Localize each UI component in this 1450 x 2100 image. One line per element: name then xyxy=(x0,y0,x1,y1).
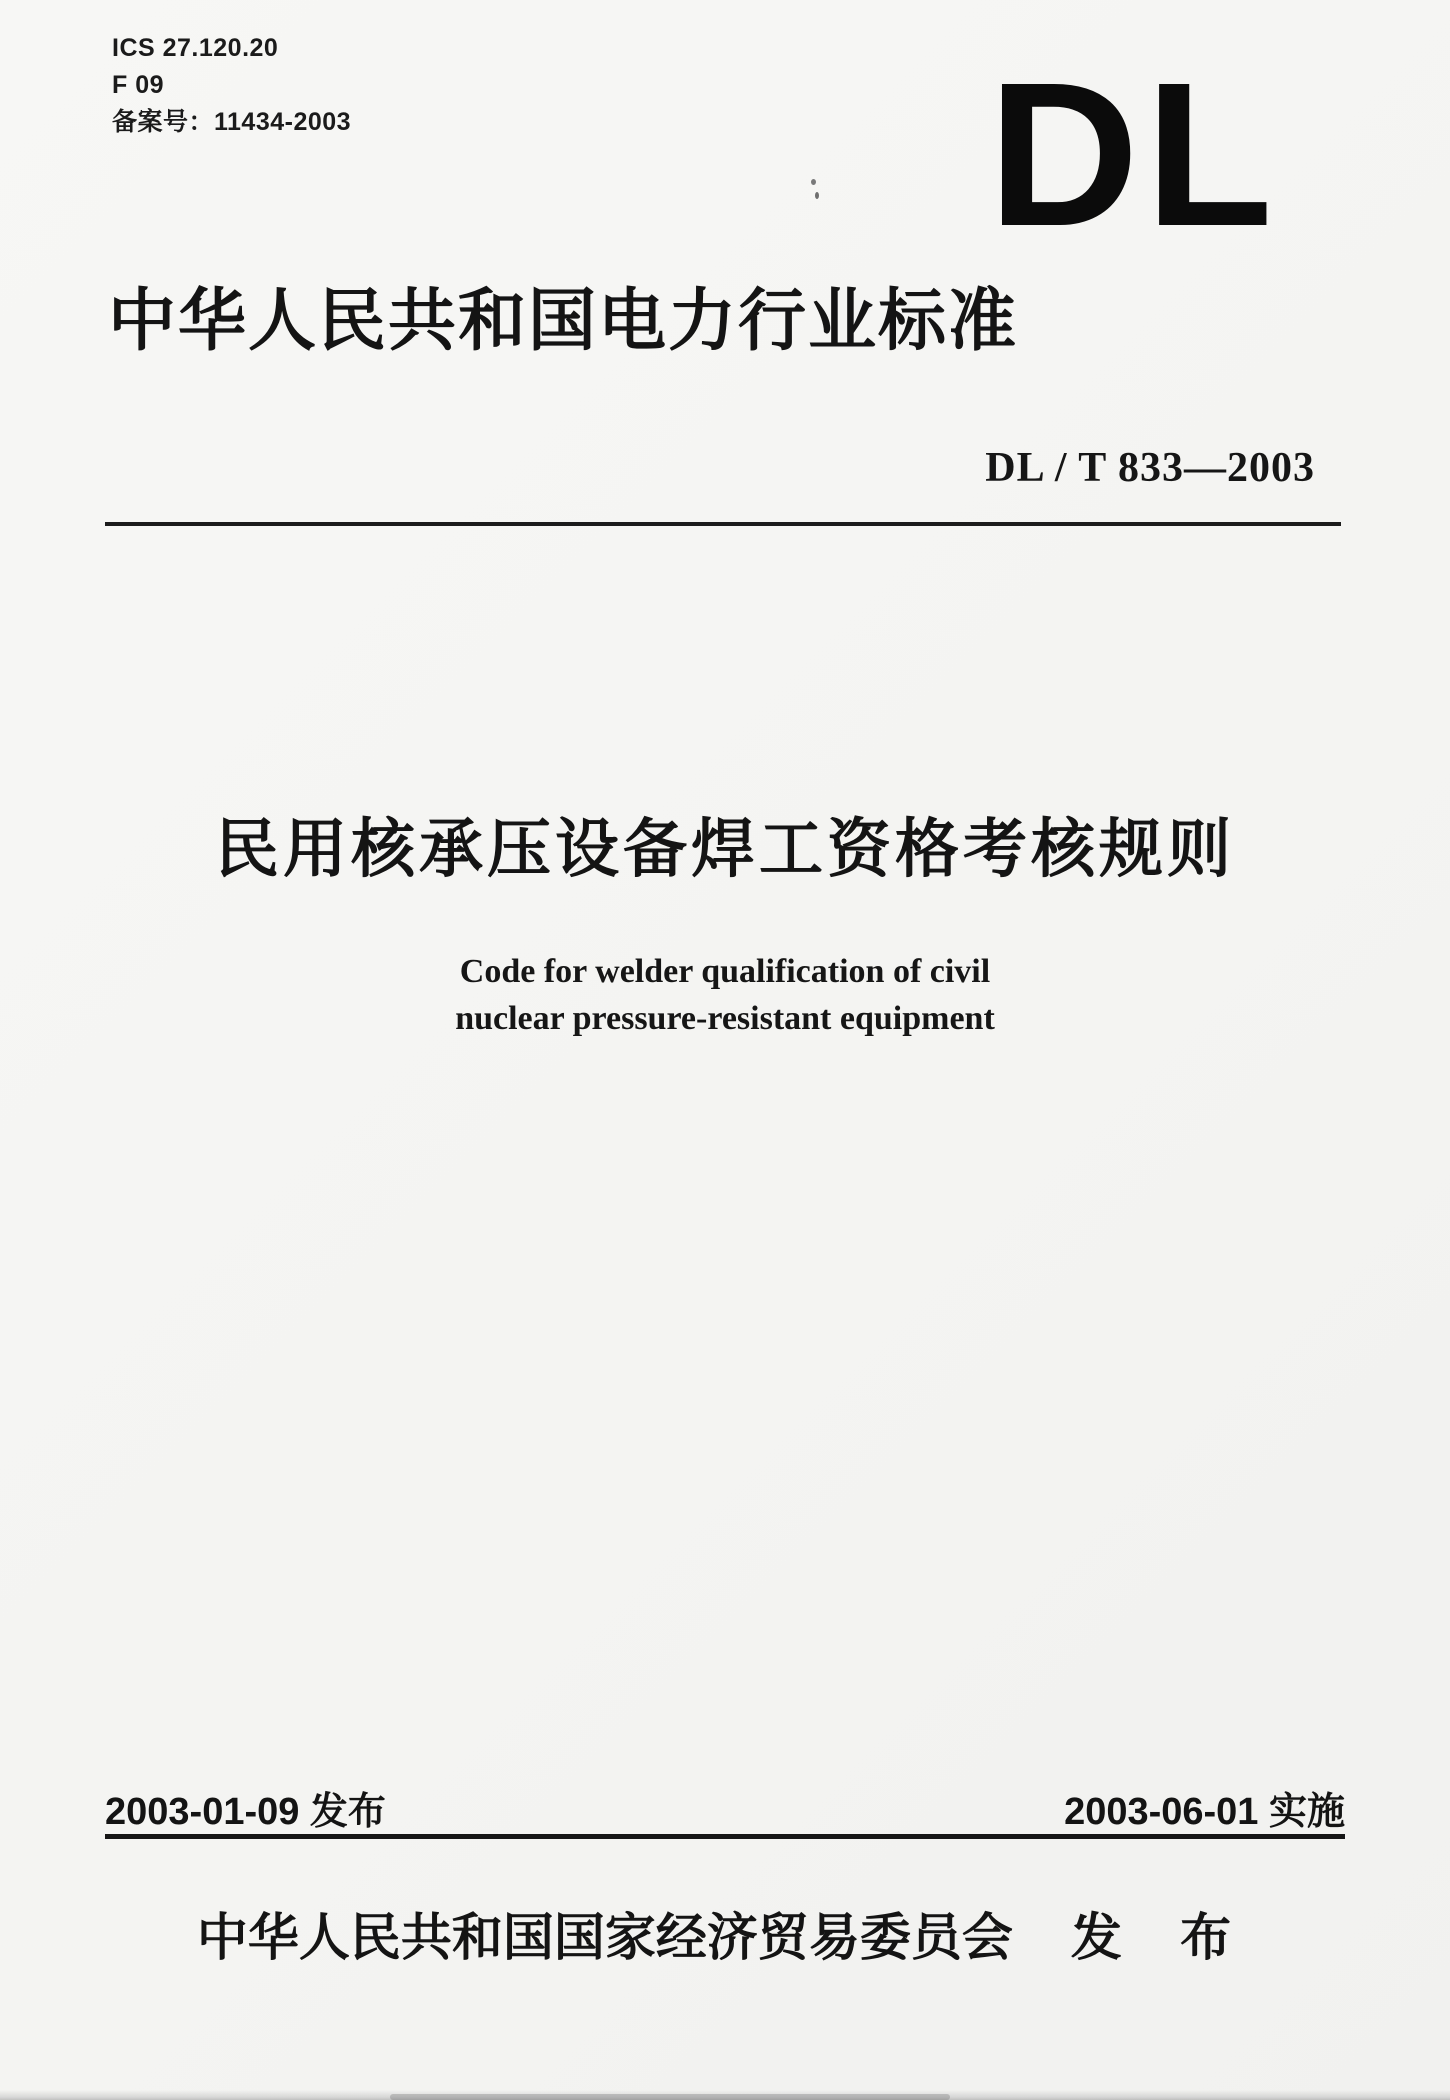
dates-row xyxy=(105,1780,1345,1835)
publisher-row xyxy=(0,1896,1450,1970)
publish-label: 发 布 xyxy=(1070,1909,1254,1966)
scan-speck xyxy=(811,179,816,185)
scan-edge-artifact xyxy=(390,2094,950,2100)
standard-heading: 中华人民共和国电力行业标准 xyxy=(108,283,1019,359)
publisher-name: 中华人民共和国国家经济贸易委员会 xyxy=(196,1909,1013,1966)
document-title-english-line1: Code for welder qualification of civil xyxy=(459,953,991,990)
issue-date: 2003-01-09 发布 xyxy=(105,1791,386,1833)
dl-logo: DL xyxy=(988,40,1279,269)
footer-divider-line xyxy=(105,1834,1345,1839)
document-title-chinese: 民用核承压设备焊工资格考核规则 xyxy=(215,813,1235,885)
header-divider-line xyxy=(105,522,1341,526)
doc-class-code: F 09 xyxy=(112,71,165,99)
ics-code: ICS 27.120.20 xyxy=(112,34,279,62)
document-title-english-line2: nuclear pressure-resistant equipment xyxy=(455,1000,995,1037)
standard-number: DL / T 833—2003 xyxy=(985,445,1315,491)
document-title-english xyxy=(0,948,1450,1042)
scan-speck xyxy=(815,192,819,199)
record-number: 备案号：11434-2003 xyxy=(112,108,352,136)
document-meta xyxy=(112,30,351,141)
implementation-date: 2003-06-01 实施 xyxy=(1064,1791,1345,1833)
